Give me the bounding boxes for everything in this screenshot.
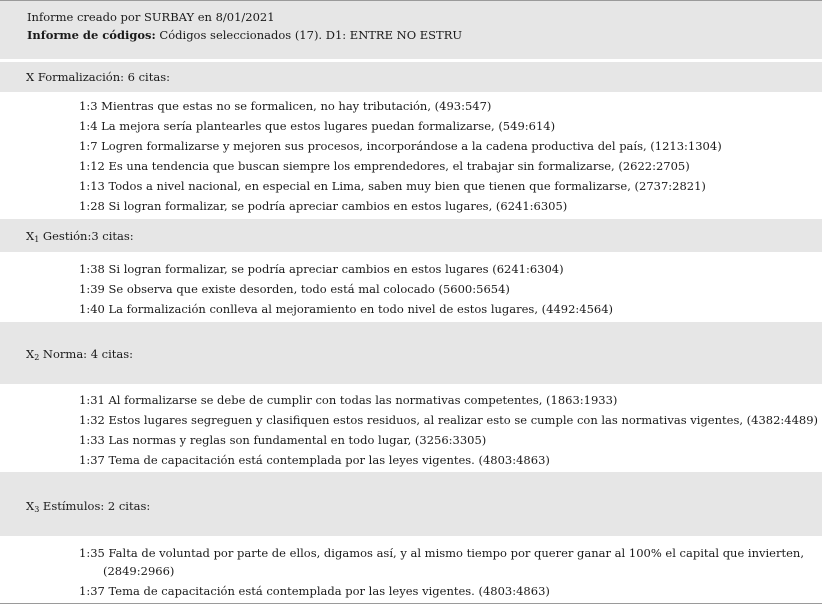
- code-heading-formalizacion: [26, 69, 822, 85]
- quote-line: 1:38 Si logran formalizar, se podría apreciar cambios en estos lugares (6241:6304): [79, 262, 564, 276]
- quote-line: 1:35 Falta de voluntad por parte de ellos, digamos así, y al mismo tiempo por querer ganar al 100% el capital que invierten,: [79, 546, 804, 560]
- quote-line: 1:13 Todos a nivel nacional, en especial en Lima, saben muy bien que tienen que formalizarse, (2737:2821): [79, 179, 706, 193]
- quote-line: 1:37 Tema de capacitación está contemplada por las leyes vigentes. (4803:4863): [79, 453, 550, 467]
- quote-line: 1:3 Mientras que estas no se formalicen, no hay tributación, (493:547): [79, 99, 492, 113]
- code-title: Formalización: 6 citas:: [34, 70, 170, 84]
- code-subscript: 3: [34, 505, 40, 514]
- code-prefix: X: [26, 347, 35, 361]
- quote-line: 1:12 Es una tendencia que buscan siempre los emprendedores, el trabajar sin formalizarse, (2622:2705): [79, 159, 690, 173]
- code-prefix: X: [26, 229, 35, 243]
- report-codes-line: [27, 27, 822, 43]
- quote-line-continuation: (2849:2966): [103, 564, 175, 578]
- code-subscript: 2: [34, 353, 40, 362]
- code-heading-gestion: [26, 228, 822, 244]
- quote-line: 1:40 La formalización conlleva al mejoramiento en todo nivel de estos lugares, (4492:4564): [79, 302, 614, 316]
- quote-line: 1:39 Se observa que existe desorden, todo está mal colocado (5600:5654): [79, 282, 510, 296]
- quote-line: 1:37 Tema de capacitación está contemplada por las leyes vigentes. (4803:4863): [79, 584, 550, 598]
- codes-description: Códigos seleccionados (17). D1: ENTRE NO ESTRU: [155, 28, 463, 42]
- code-heading-norma: [26, 346, 822, 362]
- quote-line: 1:28 Si logran formalizar, se podría apreciar cambios en estos lugares, (6241:6305): [79, 199, 568, 213]
- report-created-line: Informe creado por SURBAY en 8/01/2021: [27, 10, 275, 24]
- code-title: Gestión:3 citas:: [39, 229, 134, 243]
- code-subscript: 1: [34, 235, 40, 244]
- code-title: Norma: 4 citas:: [39, 347, 134, 361]
- code-prefix: X: [26, 70, 35, 84]
- code-heading-estimulos: [26, 498, 822, 514]
- code-title: Estímulos: 2 citas:: [39, 499, 151, 513]
- quote-line: 1:31 Al formalizarse se debe de cumplir con todas las normativas competentes, (1863:1933): [79, 393, 618, 407]
- quote-line: 1:32 Estos lugares segreguen y clasifiquen estos residuos, al realizar esto se cumple con las normativas vigentes, (4382:4489): [79, 413, 819, 427]
- quote-line: 1:7 Logren formalizarse y mejoren sus procesos, incorporándose a la cadena productiva del país, (1213:1304): [79, 139, 722, 153]
- quote-line: 1:33 Las normas y reglas son fundamental en todo lugar, (3256:3305): [79, 433, 487, 447]
- codes-label: Informe de códigos:: [27, 28, 156, 42]
- code-prefix: X: [26, 499, 35, 513]
- quote-line: 1:4 La mejora sería plantearles que estos lugares puedan formalizarse, (549:614): [79, 119, 556, 133]
